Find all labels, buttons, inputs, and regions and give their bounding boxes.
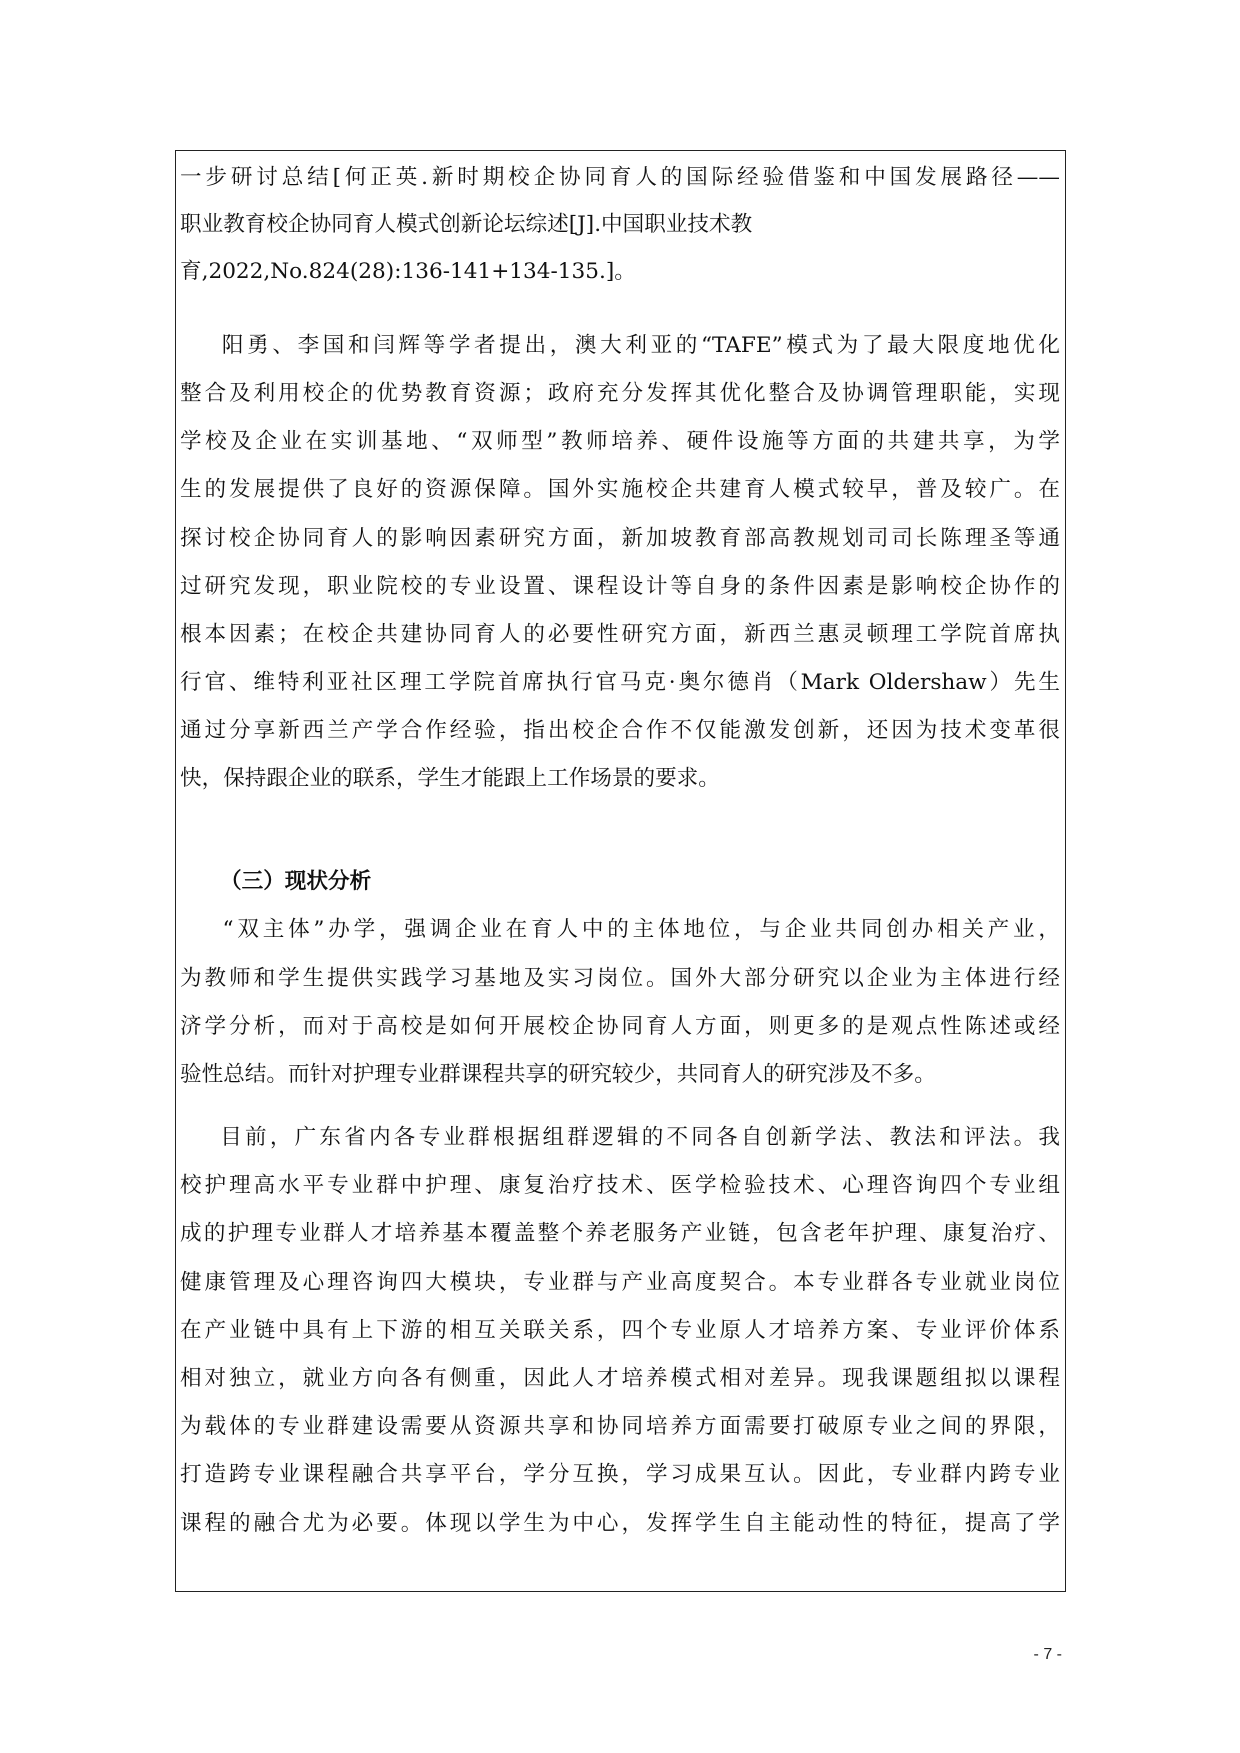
paragraph-line: 为载体的专业群建设需要从资源共享和协同培养方面需要打破原专业之间的界限， xyxy=(180,1414,1060,1439)
paragraph-line: 通过分享新西兰产学合作经验，指出校企合作不仅能激发创新，还因为技术变革很 xyxy=(180,718,1060,743)
paragraph-line: 为教师和学生提供实践学习基地及实习岗位。国外大部分研究以企业为主体进行经 xyxy=(180,966,1060,991)
paragraph-line: 打造跨专业课程融合共享平台，学分互换，学习成果互认。因此，专业群内跨专业 xyxy=(180,1462,1060,1487)
paragraph-line: 学校及企业在实训基地、“双师型”教师培养、硬件设施等方面的共建共享，为学 xyxy=(180,429,1060,454)
paragraph-line: 快，保持跟企业的联系，学生才能跟上工作场景的要求。 xyxy=(180,766,720,791)
paragraph-line: 行官、维特利亚社区理工学院首席执行官马克·奥尔德肖（Mark Oldershaw）先生 xyxy=(180,670,1060,695)
paragraph-line: 成的护理专业群人才培养基本覆盖整个养老服务产业链，包含老年护理、康复治疗、 xyxy=(180,1221,1060,1246)
paragraph-line: 目前，广东省内各专业群根据组群逻辑的不同各自创新学法、教法和评法。我 xyxy=(180,1125,1060,1150)
paragraph-line: 阳勇、李国和闫辉等学者提出，澳大利亚的“TAFE”模式为了最大限度地优化 xyxy=(180,333,1060,358)
paragraph-line: 生的发展提供了良好的资源保障。国外实施校企共建育人模式较早，普及较广。在 xyxy=(180,477,1060,502)
paragraph-line: “双主体”办学，强调企业在育人中的主体地位，与企业共同创办相关产业， xyxy=(180,917,1060,942)
paragraph-line: 整合及利用校企的优势教育资源；政府充分发挥其优化整合及协调管理职能，实现 xyxy=(180,381,1060,406)
paragraph-line: 验性总结。而针对护理专业群课程共享的研究较少，共同育人的研究涉及不多。 xyxy=(180,1062,936,1087)
reference-line: 育,2022,No.824(28):136-141+134-135.]。 xyxy=(180,259,636,284)
reference-line: 一步研讨总结[何正英.新时期校企协同育人的国际经验借鉴和中国发展路径—— xyxy=(180,165,1060,190)
paragraph-line: 相对独立，就业方向各有侧重，因此人才培养模式相对差异。现我课题组拟以课程 xyxy=(180,1366,1060,1391)
section-heading: （三）现状分析 xyxy=(220,869,372,894)
paragraph-line: 课程的融合尤为必要。体现以学生为中心，发挥学生自主能动性的特征，提高了学 xyxy=(180,1511,1060,1536)
paragraph-line: 济学分析，而对于高校是如何开展校企协同育人方面，则更多的是观点性陈述或经 xyxy=(180,1014,1060,1039)
paragraph-line: 过研究发现，职业院校的专业设置、课程设计等自身的条件因素是影响校企协作的 xyxy=(180,574,1060,599)
page-number: - 7 - xyxy=(1033,1646,1062,1663)
paragraph-line: 根本因素；在校企共建协同育人的必要性研究方面，新西兰惠灵顿理工学院首席执 xyxy=(180,622,1060,647)
paragraph-line: 探讨校企协同育人的影响因素研究方面，新加坡教育部高教规划司司长陈理圣等通 xyxy=(180,526,1060,551)
paragraph-line: 在产业链中具有上下游的相互关联关系，四个专业原人才培养方案、专业评价体系 xyxy=(180,1318,1060,1343)
reference-line: 职业教育校企协同育人模式创新论坛综述[J].中国职业技术教 xyxy=(180,212,753,237)
paragraph-line: 健康管理及心理咨询四大模块，专业群与产业高度契合。本专业群各专业就业岗位 xyxy=(180,1270,1060,1295)
paragraph-line: 校护理高水平专业群中护理、康复治疗技术、医学检验技术、心理咨询四个专业组 xyxy=(180,1173,1060,1198)
